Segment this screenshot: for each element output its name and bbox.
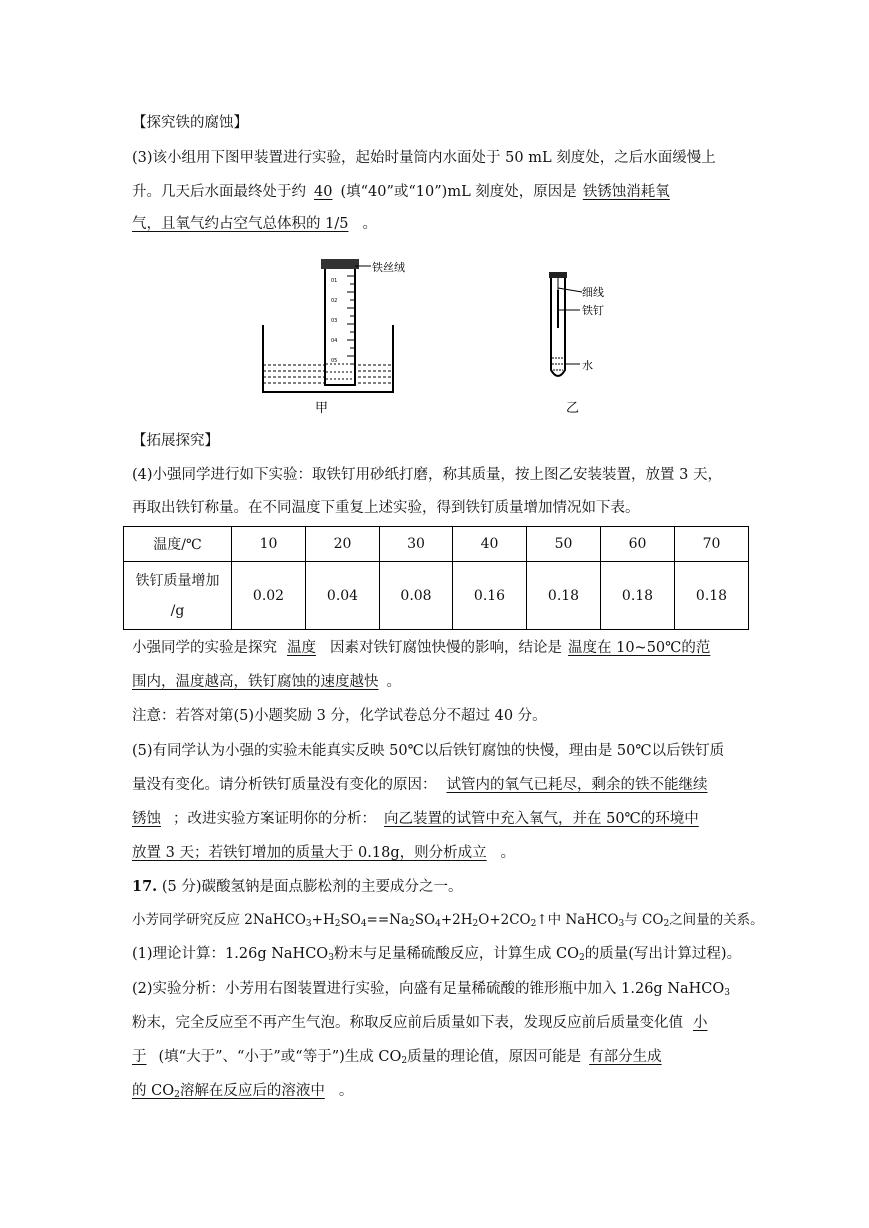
q4-answer-conclusion: 温度在 10~50℃的范 [568,640,711,656]
q5-line-1: (5)有同学认为小强的实验未能真实反映 50℃以后铁钉腐蚀的快慢，理由是 50℃以后铁钉质 [132,743,725,759]
q3-answer-2: 铁锈蚀消耗氧 [582,184,670,200]
test-tube-apparatus [549,272,604,416]
table-cell: 0.08 [380,562,453,630]
section-title-extension: 【拓展探究】 [132,433,219,449]
q4-answer-conclusion-cont: 围内，温度越高，铁钉腐蚀的速度越快 [132,674,379,690]
q3-end: 。 [362,216,377,232]
q5-line-3: 锈蚀 ；改进实验方案证明你的分析： 向乙装置的试管中充入氧气，并在 50℃的环境中 [132,811,699,827]
q4-line-1: (4)小强同学进行如下实验：取铁钉用砂纸打磨，称其质量，按上图乙安装装置，放置 3 天， [132,467,722,483]
table-cell: 0.18 [527,562,601,630]
q17-answer-2: 有部分生成 [589,1049,662,1065]
q5-line-4: 放置 3 天；若铁钉增加的质量大于 0.18g，则分析成立 。 [132,845,516,861]
section-title-corrosion: 【探究铁的腐蚀】 [132,115,248,131]
table-row-label: 铁钉质量增加 /g [124,562,232,630]
q17-answer-1: 小 [693,1015,708,1031]
table-row [124,562,749,630]
q3-line-2 [132,182,670,202]
q5-answer-reason-cont: 锈蚀 [132,811,161,827]
svg-text:04: 04 [331,338,338,344]
corrosion-data-table [123,526,749,630]
thread-label: 细线 [582,286,604,299]
q17-part-1: (1)理论计算：1.26g NaHCO$_3$粉末与足量稀硫酸反应，计算生成 $CO_2$的质量(写出计算过程)。 [132,946,742,963]
svg-text:05: 05 [331,358,338,364]
table-cell: 0.16 [453,562,527,630]
q17-answer-2-cont: 的 $CO_2$溶解在反应后的溶液中 [132,1083,325,1100]
table-cell: 30 [380,527,453,562]
q17-part-2-line-2: 粉末，完全反应至不再产生气泡。称取反应前后质量如下表，发现反应前后质量变化值 小 [132,1015,708,1031]
q4-answer-factor: 温度 [287,640,316,656]
table-cell: 50 [527,527,601,562]
q17-part-2-line-3: 于 (填“大于”、“小于”或“等于”)生成 $CO_2$质量的理论值，原因可能是 有部分生成 [132,1049,662,1066]
q3-answer-1: 40 [314,184,333,200]
apparatus-figure [255,252,615,420]
q5-answer-plan-cont: 放置 3 天；若铁钉增加的质量大于 0.18g，则分析成立 [132,845,487,861]
q5-answer-plan: 向乙装置的试管中充入氧气，并在 50℃的环境中 [384,811,699,827]
figure-caption-jia: 甲 [315,401,329,416]
q3-line-3 [132,214,377,234]
q3-line-1: (3)该小组用下图甲装置进行实验，起始时量筒内水面处于 50 mL 刻度处，之后水面缓慢上 [132,150,716,166]
table-header-label: 温度/℃ [124,527,232,562]
q17-part-2-line-4: 的 $CO_2$溶解在反应后的溶液中 。 [132,1083,354,1100]
table-cell: 10 [232,527,306,562]
q3-text-b: (填“40”或“10”)mL 刻度处，原因是 [340,184,577,200]
figure-caption-yi: 乙 [566,401,580,416]
table-cell: 70 [675,527,749,562]
table-cell: 0.18 [601,562,675,630]
q4-conclusion-line-1: 小强同学的实验是探究 温度 因素对铁钉腐蚀快慢的影响，结论是 温度在 10~50℃的范 [132,640,711,656]
q17-equation-line: 小芳同学研究反应 $2NaHCO_3+H_2SO_4==Na_2SO_4+2H_2O+2CO_2↑$中 NaHCO$_3$与 $CO_2$之间量的关系。 [132,912,764,929]
beaker-apparatus [263,259,405,416]
table-cell: 0.02 [232,562,306,630]
nail-label: 铁钉 [582,304,604,317]
table-cell: 60 [601,527,675,562]
q17-part-2-line-1: (2)实验分析：小芳用右图装置进行实验，向盛有足量稀硫酸的锥形瓶中加入 1.26g NaHCO$_3$ [132,981,731,998]
table-cell: 40 [453,527,527,562]
q4-line-2: 再取出铁钉称量。在不同温度下重复上述实验，得到铁钉质量增加情况如下表。 [132,500,640,516]
water-label: 水 [582,359,593,372]
iron-wool-label: 铁丝绒 [372,261,405,274]
q17-number: 17. [132,878,158,895]
q5-line-2: 量没有变化。请分析铁钉质量没有变化的原因： 试管内的氧气已耗尽，剩余的铁不能继续 [132,777,708,793]
q4-conclusion-line-2: 围内，温度越高，铁钉腐蚀的速度越快 。 [132,674,401,690]
q17-intro: 17. (5 分)碳酸氢钠是面点膨松剂的主要成分之一。 [132,878,463,895]
q5-answer-reason: 试管内的氧气已耗尽，剩余的铁不能继续 [446,777,708,793]
svg-text:03: 03 [331,318,338,324]
table-cell: 20 [306,527,380,562]
q3-answer-2-cont: 气，且氧气约占空气总体积的 1/5 [132,216,349,232]
q3-text: 升。几天后水面最终处于约 [132,184,306,200]
table-cell: 0.18 [675,562,749,630]
table-row [124,527,749,562]
q17-answer-1-cont: 于 [132,1049,147,1065]
svg-text:01: 01 [331,278,338,284]
bonus-note: 注意：若答对第(5)小题奖励 3 分，化学试卷总分不超过 40 分。 [132,708,547,724]
svg-text:02: 02 [331,298,338,304]
table-cell: 0.04 [306,562,380,630]
